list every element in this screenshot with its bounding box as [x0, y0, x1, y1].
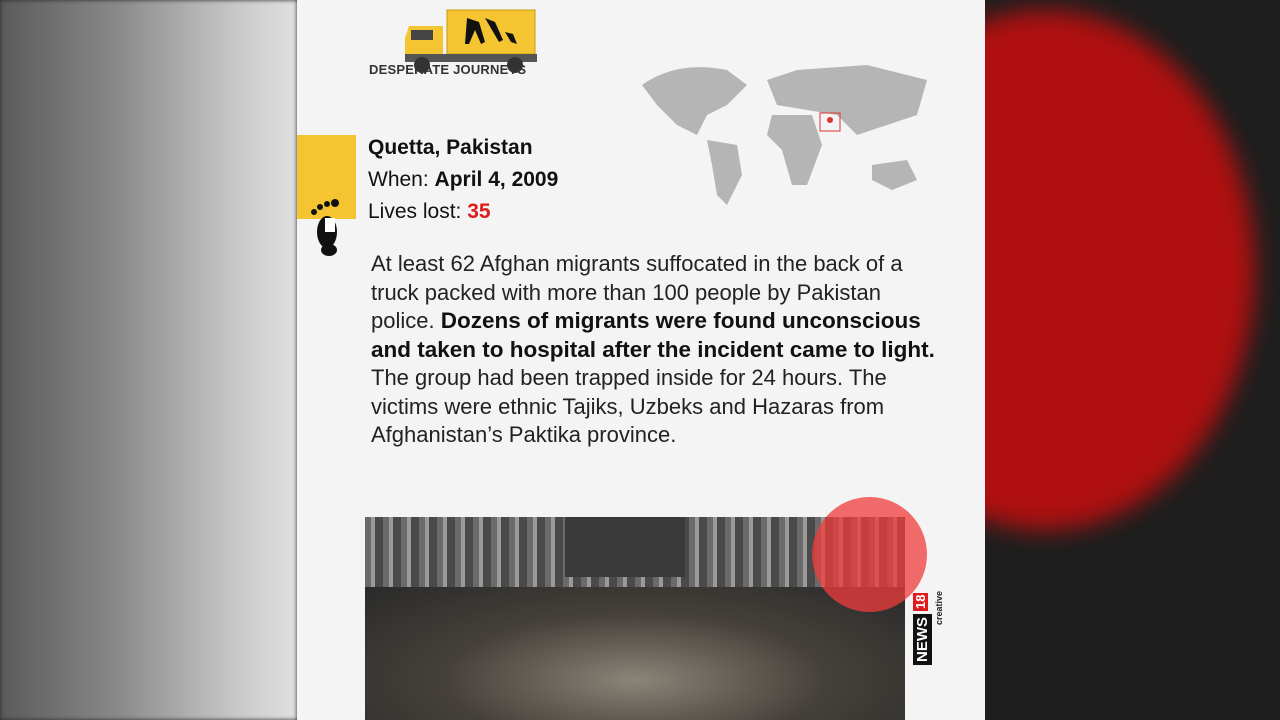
blurred-background-left	[0, 0, 297, 720]
footprint-tag-icon	[309, 198, 345, 256]
logo-text: DESPERATE JOURNEYS	[369, 62, 527, 77]
incident-location: Quetta, Pakistan	[368, 136, 533, 159]
when-value: April 4, 2009	[434, 168, 559, 191]
description-intro: At least 62 Afghan migrants suffocated in the back of a truck packed with more than 100 people by Pakistan police.	[371, 251, 903, 333]
description-rest: The group had been trapped inside for 24 hours. The victims were ethnic Tajiks, Uzbeks and Hazaras from Afghanistan’s Paktika province.	[371, 365, 887, 447]
logo-news: NEWS	[913, 614, 932, 665]
incident-description	[371, 250, 941, 450]
lives-value: 35	[467, 200, 491, 223]
infographic-panel	[297, 0, 985, 720]
lives-lost	[368, 200, 491, 224]
when-label: When:	[368, 168, 429, 191]
world-map	[637, 55, 937, 215]
incident-date	[368, 168, 558, 192]
logo-18: 18	[913, 594, 928, 609]
logo-creative: creative	[934, 590, 944, 625]
blurred-background-right	[985, 0, 1280, 720]
lives-label: Lives lost:	[368, 200, 462, 223]
description-highlight: Dozens of migrants were found unconscious and taken to hospital after the incident came to light.	[371, 308, 935, 362]
news18-creative-logo	[909, 585, 949, 667]
